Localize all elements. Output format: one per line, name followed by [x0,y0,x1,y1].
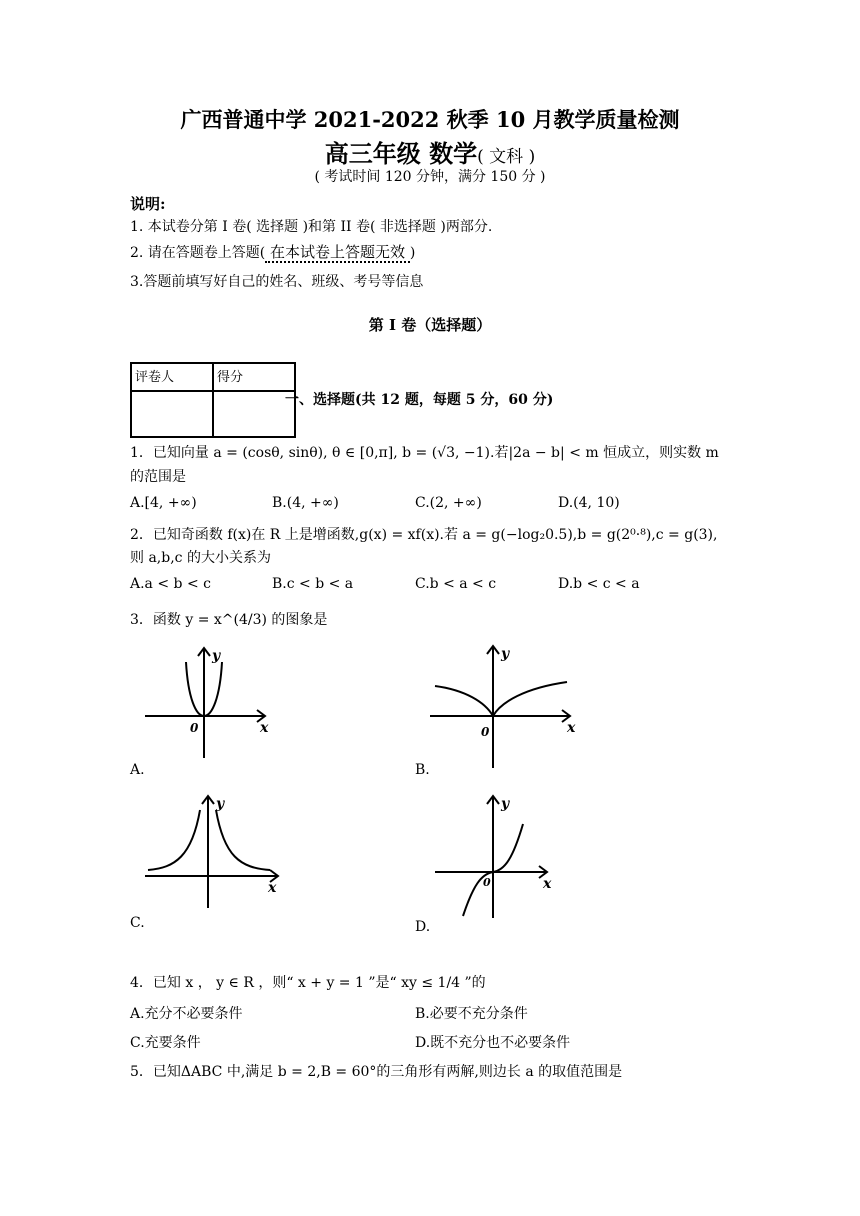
q1-option-c: C.(2, +∞) [415,495,482,511]
q3-graph-d [425,790,565,920]
part1-heading: 一、选择题(共 12 题，每题 5 分，60 分) [285,392,554,408]
score-table [130,362,296,438]
q1-line-1: 1．已知向量 a = (cosθ, sinθ), θ ∈ [0,π], b = (√3, −1).若|2a − b| < m 恒成立，则实数 m [130,445,719,461]
q3-graph-c-label: C. [130,915,145,931]
score-table-grader-header: 评卷人 [131,363,213,391]
q1-line-2: 的范围是 [130,469,186,485]
q3-graph-a-label: A. [130,762,145,778]
q4-option-d: D.既不充分也不必要条件 [415,1035,571,1051]
q5-line: 5．已知ΔABC 中,满足 b = 2,B = 60°的三角形有两解,则边长 a 的取值范围是 [130,1064,623,1080]
exam-title: 广西普通中学 2021-2022 秋季 10 月教学质量检测 [180,107,680,132]
q1-option-d: D.(4, 10) [558,495,620,511]
note-line-2-emphasis: 在本试卷上答题无效 [265,243,410,261]
note-line-2-pre: 2. 请在答题卷上答题( [130,245,266,261]
graph-d-y-label: y [501,796,510,812]
exam-info: ( 考试时间 120 分钟，满分 150 分 ) [314,169,546,185]
q3-graph-b [425,640,585,770]
q1-option-a: A.[4, +∞) [130,495,197,511]
note-line-1: 1. 本试卷分第 I 卷( 选择题 )和第 II 卷( 非选择题 )两部分. [130,219,493,235]
q2-option-d: D.b < c < a [558,576,640,592]
grade-subject: 高三年级 数学 [324,139,478,168]
graph-a-y-label: y [212,648,221,664]
graph-a-x-label: x [260,720,269,736]
notes-heading: 说明: [130,195,166,213]
q3-graph-c [140,790,290,910]
note-line-2 [130,241,415,262]
exam-subtitle [0,134,860,169]
q2-option-a: A.a < b < c [130,576,211,592]
graph-b-curve [435,682,567,716]
q4-option-c: C.充要条件 [130,1035,201,1051]
note-line-2-post: ) [409,245,416,261]
q2-line-1: 2．已知奇函数 f(x)在 R 上是增函数,g(x) = xf(x).若 a = g(−log₂0.5),b = g(2⁰·⁸),c = g(3), [130,527,718,543]
q3-graph-d-label: D. [415,919,431,935]
q3-graph-a [140,640,280,760]
q4-option-b: B.必要不充分条件 [415,1006,528,1022]
q2-option-c: C.b < a < c [415,576,497,592]
score-table-score-header: 得分 [213,363,295,391]
q2-line-2: 则 a,b,c 的大小关系为 [130,550,271,566]
q4-line: 4．已知 x ， y ∈ R ，则“ x + y = 1 ”是“ xy ≤ 1/4 ”的 [130,975,486,991]
graph-c-curve-right [216,810,270,870]
q1-option-b: B.(4, +∞) [272,495,339,511]
graph-c-curve-left [148,810,200,870]
score-table-score-cell[interactable] [213,391,295,437]
q3-line: 3．函数 y = x^(4/3) 的图象是 [130,612,328,628]
q4-option-a: A.充分不必要条件 [130,1006,243,1022]
graph-b-origin: 0 [481,725,490,739]
note-line-3: 3.答题前填写好自己的姓名、班级、考号等信息 [130,274,424,290]
graph-c-x-label: x [268,880,277,896]
q2-option-b: B.c < b < a [272,576,354,592]
section-title: 第 I 卷（选择题） [368,316,492,334]
graph-d-origin: 0 [483,876,491,889]
graph-b-x-label: x [567,720,576,736]
graph-c-y-label: y [216,796,225,812]
graph-a-origin: 0 [190,721,199,735]
graph-b-y-label: y [501,646,510,662]
score-table-grader-cell[interactable] [131,391,213,437]
subject-track: ( 文科 ) [477,147,536,167]
graph-d-x-label: x [543,876,552,892]
q3-graph-b-label: B. [415,762,430,778]
